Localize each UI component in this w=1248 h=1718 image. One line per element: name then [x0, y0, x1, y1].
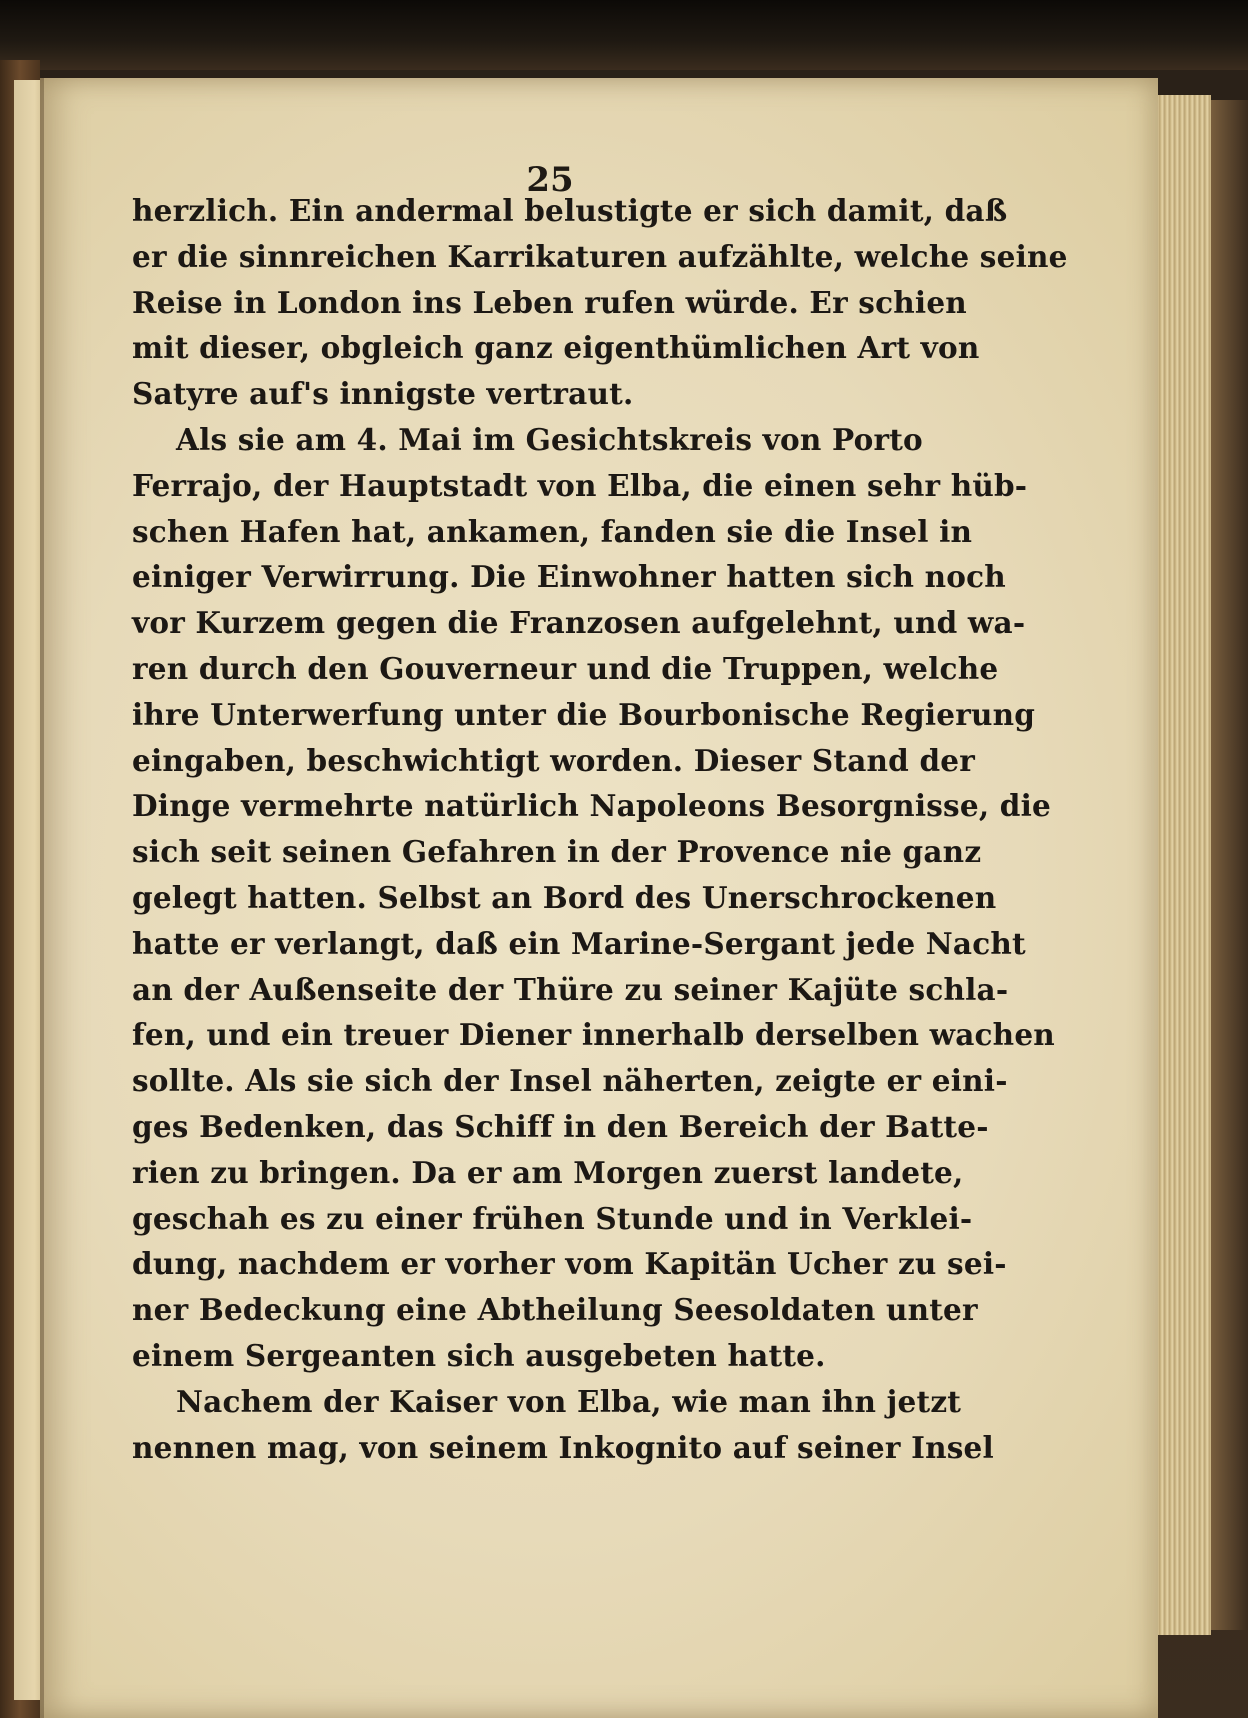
text-line: einem Sergeanten sich ausgebeten hatte.: [132, 1337, 826, 1373]
text-line: hatte er verlangt, daß ein Marine-Sergant jede Nacht: [132, 925, 1026, 961]
text-line: einiger Verwirrung. Die Einwohner hatten sich noch: [132, 559, 1006, 595]
text-line: ner Bedeckung eine Abtheilung Seesoldaten unter: [132, 1292, 978, 1328]
text-line: Dinge vermehrte natürlich Napoleons Besorgnisse, die: [132, 788, 1051, 824]
text-line: ihre Unterwerfung unter die Bourbonische Regierung: [132, 696, 1036, 732]
text-line: schen Hafen hat, ankamen, fanden sie die Insel in: [132, 513, 973, 549]
page-stack-shadow: [1210, 100, 1248, 1630]
page-text: [132, 188, 1068, 1470]
text-line: dung, nachdem er vorher vom Kapitän Ucher zu sei-: [132, 1246, 1007, 1282]
text-line: sich seit seinen Gefahren in der Provence nie ganz: [132, 834, 982, 870]
text-line: ges Bedenken, das Schiff in den Bereich der Batte-: [132, 1108, 989, 1144]
text-line: eingaben, beschwichtigt worden. Dieser Stand der: [132, 742, 976, 778]
book-cover-top: [0, 0, 1248, 70]
text-line: vor Kurzem gegen die Franzosen aufgelehnt, und wa-: [132, 605, 1026, 641]
page-stack: [1150, 95, 1211, 1635]
text-line: gelegt hatten. Selbst an Bord des Unerschrockenen: [132, 879, 997, 915]
text-line: Ferrajo, der Hauptstadt von Elba, die einen sehr hüb-: [132, 467, 1028, 503]
text-line: herzlich. Ein andermal belustigte er sich damit, daß: [132, 193, 1008, 228]
text-line: er die sinnreichen Karrikaturen aufzählte, welche seine: [132, 238, 1068, 274]
text-line: Als sie am 4. Mai im Gesichtskreis von Porto: [176, 421, 923, 457]
text-line: an der Außenseite der Thüre zu seiner Kajüte schla-: [132, 971, 1009, 1007]
text-line: Satyre auf's innigste vertraut.: [132, 376, 634, 412]
text-line: mit dieser, obgleich ganz eigenthümlichen Art von: [132, 330, 980, 366]
text-line: ren durch den Gouverneur und die Truppen, welche: [132, 650, 999, 686]
page-number: 25: [526, 160, 574, 200]
text-line: sollte. Als sie sich der Insel näherten, zeigte er eini-: [132, 1063, 1008, 1099]
text-line: Reise in London ins Leben rufen würde. Er schien: [132, 284, 967, 320]
text-line: Nachem der Kaiser von Elba, wie man ihn jetzt: [176, 1383, 962, 1419]
text-line: rien zu bringen. Da er am Morgen zuerst landete,: [132, 1154, 964, 1190]
gutter-shadow: [40, 78, 44, 1718]
text-line: fen, und ein treuer Diener innerhalb derselben wachen: [132, 1017, 1055, 1053]
text-line: nennen mag, von seinem Inkognito auf seiner Insel: [132, 1429, 994, 1465]
text-line: geschah es zu einer frühen Stunde und in Verklei-: [132, 1200, 973, 1236]
